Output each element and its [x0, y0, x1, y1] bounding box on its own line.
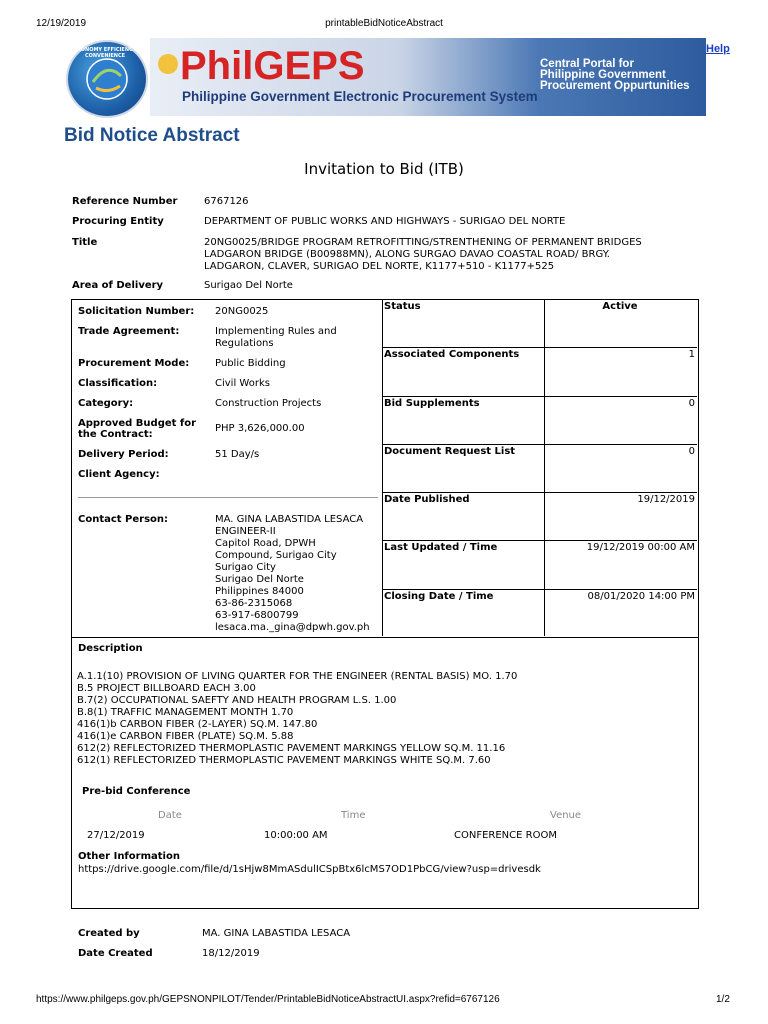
solicitation-number-value: 20NG0025	[215, 306, 269, 317]
bid-supplements-label: Bid Supplements	[384, 398, 480, 409]
contact-city: Surigao City	[215, 562, 276, 573]
contact-email: lesaca.ma._gina@dpwh.gov.ph	[215, 622, 370, 633]
row-sep-4	[382, 492, 697, 493]
area-of-delivery-label: Area of Delivery	[72, 280, 164, 291]
category-label: Category:	[78, 398, 134, 409]
created-by-label: Created by	[78, 928, 140, 939]
portal-line-1: Central Portal for	[540, 58, 634, 70]
row-sep-5	[382, 540, 697, 541]
last-updated-value: 19/12/2019 00:00 AM	[586, 542, 695, 553]
date-published-value: 19/12/2019	[637, 494, 695, 505]
banner-subtitle: Philippine Government Electronic Procurement System	[182, 89, 538, 104]
row-sep-3	[382, 444, 697, 445]
approved-budget-value: PHP 3,626,000.00	[215, 423, 305, 434]
title-label: Title	[72, 237, 98, 248]
title-line-2: LADGARON BRIDGE (B00988MN), ALONG SURGAO DAVAO COASTAL ROAD/ BRGY.	[204, 249, 610, 260]
prebid-venue: CONFERENCE ROOM	[454, 830, 557, 841]
left-separator	[78, 497, 378, 498]
bid-supplements-value: 0	[688, 398, 695, 409]
description-line: 416(1)b CARBON FIBER (2-LAYER) SQ.M. 147.80	[77, 719, 318, 730]
prebid-col-venue: Venue	[550, 810, 582, 821]
sun-icon	[158, 54, 178, 74]
contact-person-block	[215, 514, 370, 634]
help-link[interactable]: Help	[706, 43, 730, 55]
description-line: B.7(2) OCCUPATIONAL SAEFTY AND HEALTH PROGRAM L.S. 1.00	[77, 695, 397, 706]
philgeps-brand: PhilGEPS	[180, 44, 365, 88]
contact-country: Philippines 84000	[215, 586, 304, 597]
description-line: B.8(1) TRAFFIC MANAGEMENT MONTH 1.70	[77, 707, 294, 718]
associated-components-value: 1	[688, 349, 695, 360]
trade-agreement-line-2: Regulations	[215, 338, 274, 349]
approved-budget-label-1: Approved Budget for	[78, 418, 197, 429]
description-line: 612(1) REFLECTORIZED THERMOPLASTIC PAVEMENT MARKINGS WHITE SQ.M. 7.60	[77, 755, 491, 766]
category-value: Construction Projects	[215, 398, 322, 409]
contact-address-1: Capitol Road, DPWH	[215, 538, 316, 549]
description-line: 416(1)e CARBON FIBER (PLATE) SQ.M. 5.88	[77, 731, 294, 742]
title-line-3: LADGARON, CLAVER, SURIGAO DEL NORTE, K1177+510 - K1177+525	[204, 261, 555, 272]
document-request-label: Document Request List	[384, 446, 516, 457]
prebid-col-time: Time	[341, 810, 366, 821]
date-created-label: Date Created	[78, 948, 153, 959]
created-by-value: MA. GINA LABASTIDA LESACA	[202, 928, 351, 939]
prebid-date: 27/12/2019	[87, 830, 145, 841]
row-sep-6	[382, 589, 697, 590]
other-info-link[interactable]: https://drive.google.com/file/d/1sHjw8MmASdulICSpBtx6lcMS7OD1PbCG/view?usp=drivesdk	[78, 864, 541, 875]
contact-position: ENGINEER-II	[215, 526, 276, 537]
description-lines	[77, 671, 517, 767]
delivery-period-label: Delivery Period:	[78, 449, 169, 460]
reference-number-label: Reference Number	[72, 196, 178, 207]
reference-number-value: 6767126	[204, 196, 249, 207]
portal-line-2: Philippine Government	[540, 69, 666, 81]
contact-province: Surigao Del Norte	[215, 574, 304, 585]
prebid-label: Pre-bid Conference	[82, 786, 191, 797]
approved-budget-label	[78, 418, 196, 440]
procuring-entity-value: DEPARTMENT OF PUBLIC WORKS AND HIGHWAYS - SURIGAO DEL NORTE	[204, 216, 566, 227]
portal-line-3: Procurement Oppurtunities	[540, 80, 690, 92]
status-label: Status	[384, 301, 421, 312]
description-label: Description	[78, 643, 143, 654]
closing-date-label: Closing Date / Time	[384, 591, 494, 602]
title-line-1: 20NG0025/BRIDGE PROGRAM RETROFITTING/STRENTHENING OF PERMANENT BRIDGES	[204, 237, 642, 248]
right-col-divider	[544, 299, 545, 636]
contact-phone-2: 63-917-6800799	[215, 610, 299, 621]
classification-label: Classification:	[78, 378, 158, 389]
other-info-label: Other Information	[78, 851, 180, 862]
prebid-col-date: Date	[158, 810, 182, 821]
row-sep-2	[382, 396, 697, 397]
print-page-title: printableBidNoticeAbstract	[325, 18, 443, 29]
details-divider	[382, 299, 383, 636]
procurement-mode-value: Public Bidding	[215, 358, 286, 369]
print-url: https://www.philgeps.gov.ph/GEPSNONPILOT/Tender/PrintableBidNoticeAbstractUI.aspx?refid=6767126	[36, 994, 500, 1005]
central-portal-text	[540, 59, 690, 92]
logo-ring-text: ECONOMY EFFICIENCY CONVENIENCE	[73, 47, 137, 59]
solicitation-number-label: Solicitation Number:	[78, 306, 195, 317]
row-sep-1	[382, 347, 697, 348]
classification-value: Civil Works	[215, 378, 270, 389]
description-line: B.5 PROJECT BILLBOARD EACH 3.00	[77, 683, 256, 694]
description-line: A.1.1(10) PROVISION OF LIVING QUARTER FOR THE ENGINEER (RENTAL BASIS) MO. 1.70	[77, 671, 518, 682]
client-agency-label: Client Agency:	[78, 469, 160, 480]
procuring-entity-label: Procuring Entity	[72, 216, 164, 227]
area-of-delivery-value: Surigao Del Norte	[204, 280, 293, 291]
description-line: 612(2) REFLECTORIZED THERMOPLASTIC PAVEMENT MARKINGS YELLOW SQ.M. 11.16	[77, 743, 506, 754]
contact-address-2: Compound, Surigao City	[215, 550, 337, 561]
last-updated-label: Last Updated / Time	[384, 542, 498, 553]
date-created-value: 18/12/2019	[202, 948, 260, 959]
approved-budget-label-2: the Contract:	[78, 429, 153, 440]
delivery-period-value: 51 Day/s	[215, 449, 260, 460]
page-title: Bid Notice Abstract	[64, 125, 240, 146]
date-published-label: Date Published	[384, 494, 470, 505]
contact-name: MA. GINA LABASTIDA LESACA	[215, 514, 364, 525]
contact-phone-1: 63-86-2315068	[215, 598, 293, 609]
title-value	[204, 237, 642, 273]
print-page-number: 1/2	[716, 994, 730, 1005]
trade-agreement-line-1: Implementing Rules and	[215, 326, 337, 337]
print-date: 12/19/2019	[36, 18, 87, 29]
contact-person-label: Contact Person:	[78, 514, 169, 525]
trade-agreement-value	[215, 326, 337, 350]
status-value: Active	[602, 301, 638, 312]
document-request-value: 0	[688, 446, 695, 457]
prebid-time: 10:00:00 AM	[264, 830, 328, 841]
procurement-mode-label: Procurement Mode:	[78, 358, 190, 369]
closing-date-value: 08/01/2020 14:00 PM	[587, 591, 695, 602]
notice-type-heading: Invitation to Bid (ITB)	[304, 160, 464, 178]
associated-components-label: Associated Components	[384, 349, 520, 360]
trade-agreement-label: Trade Agreement:	[78, 326, 180, 337]
